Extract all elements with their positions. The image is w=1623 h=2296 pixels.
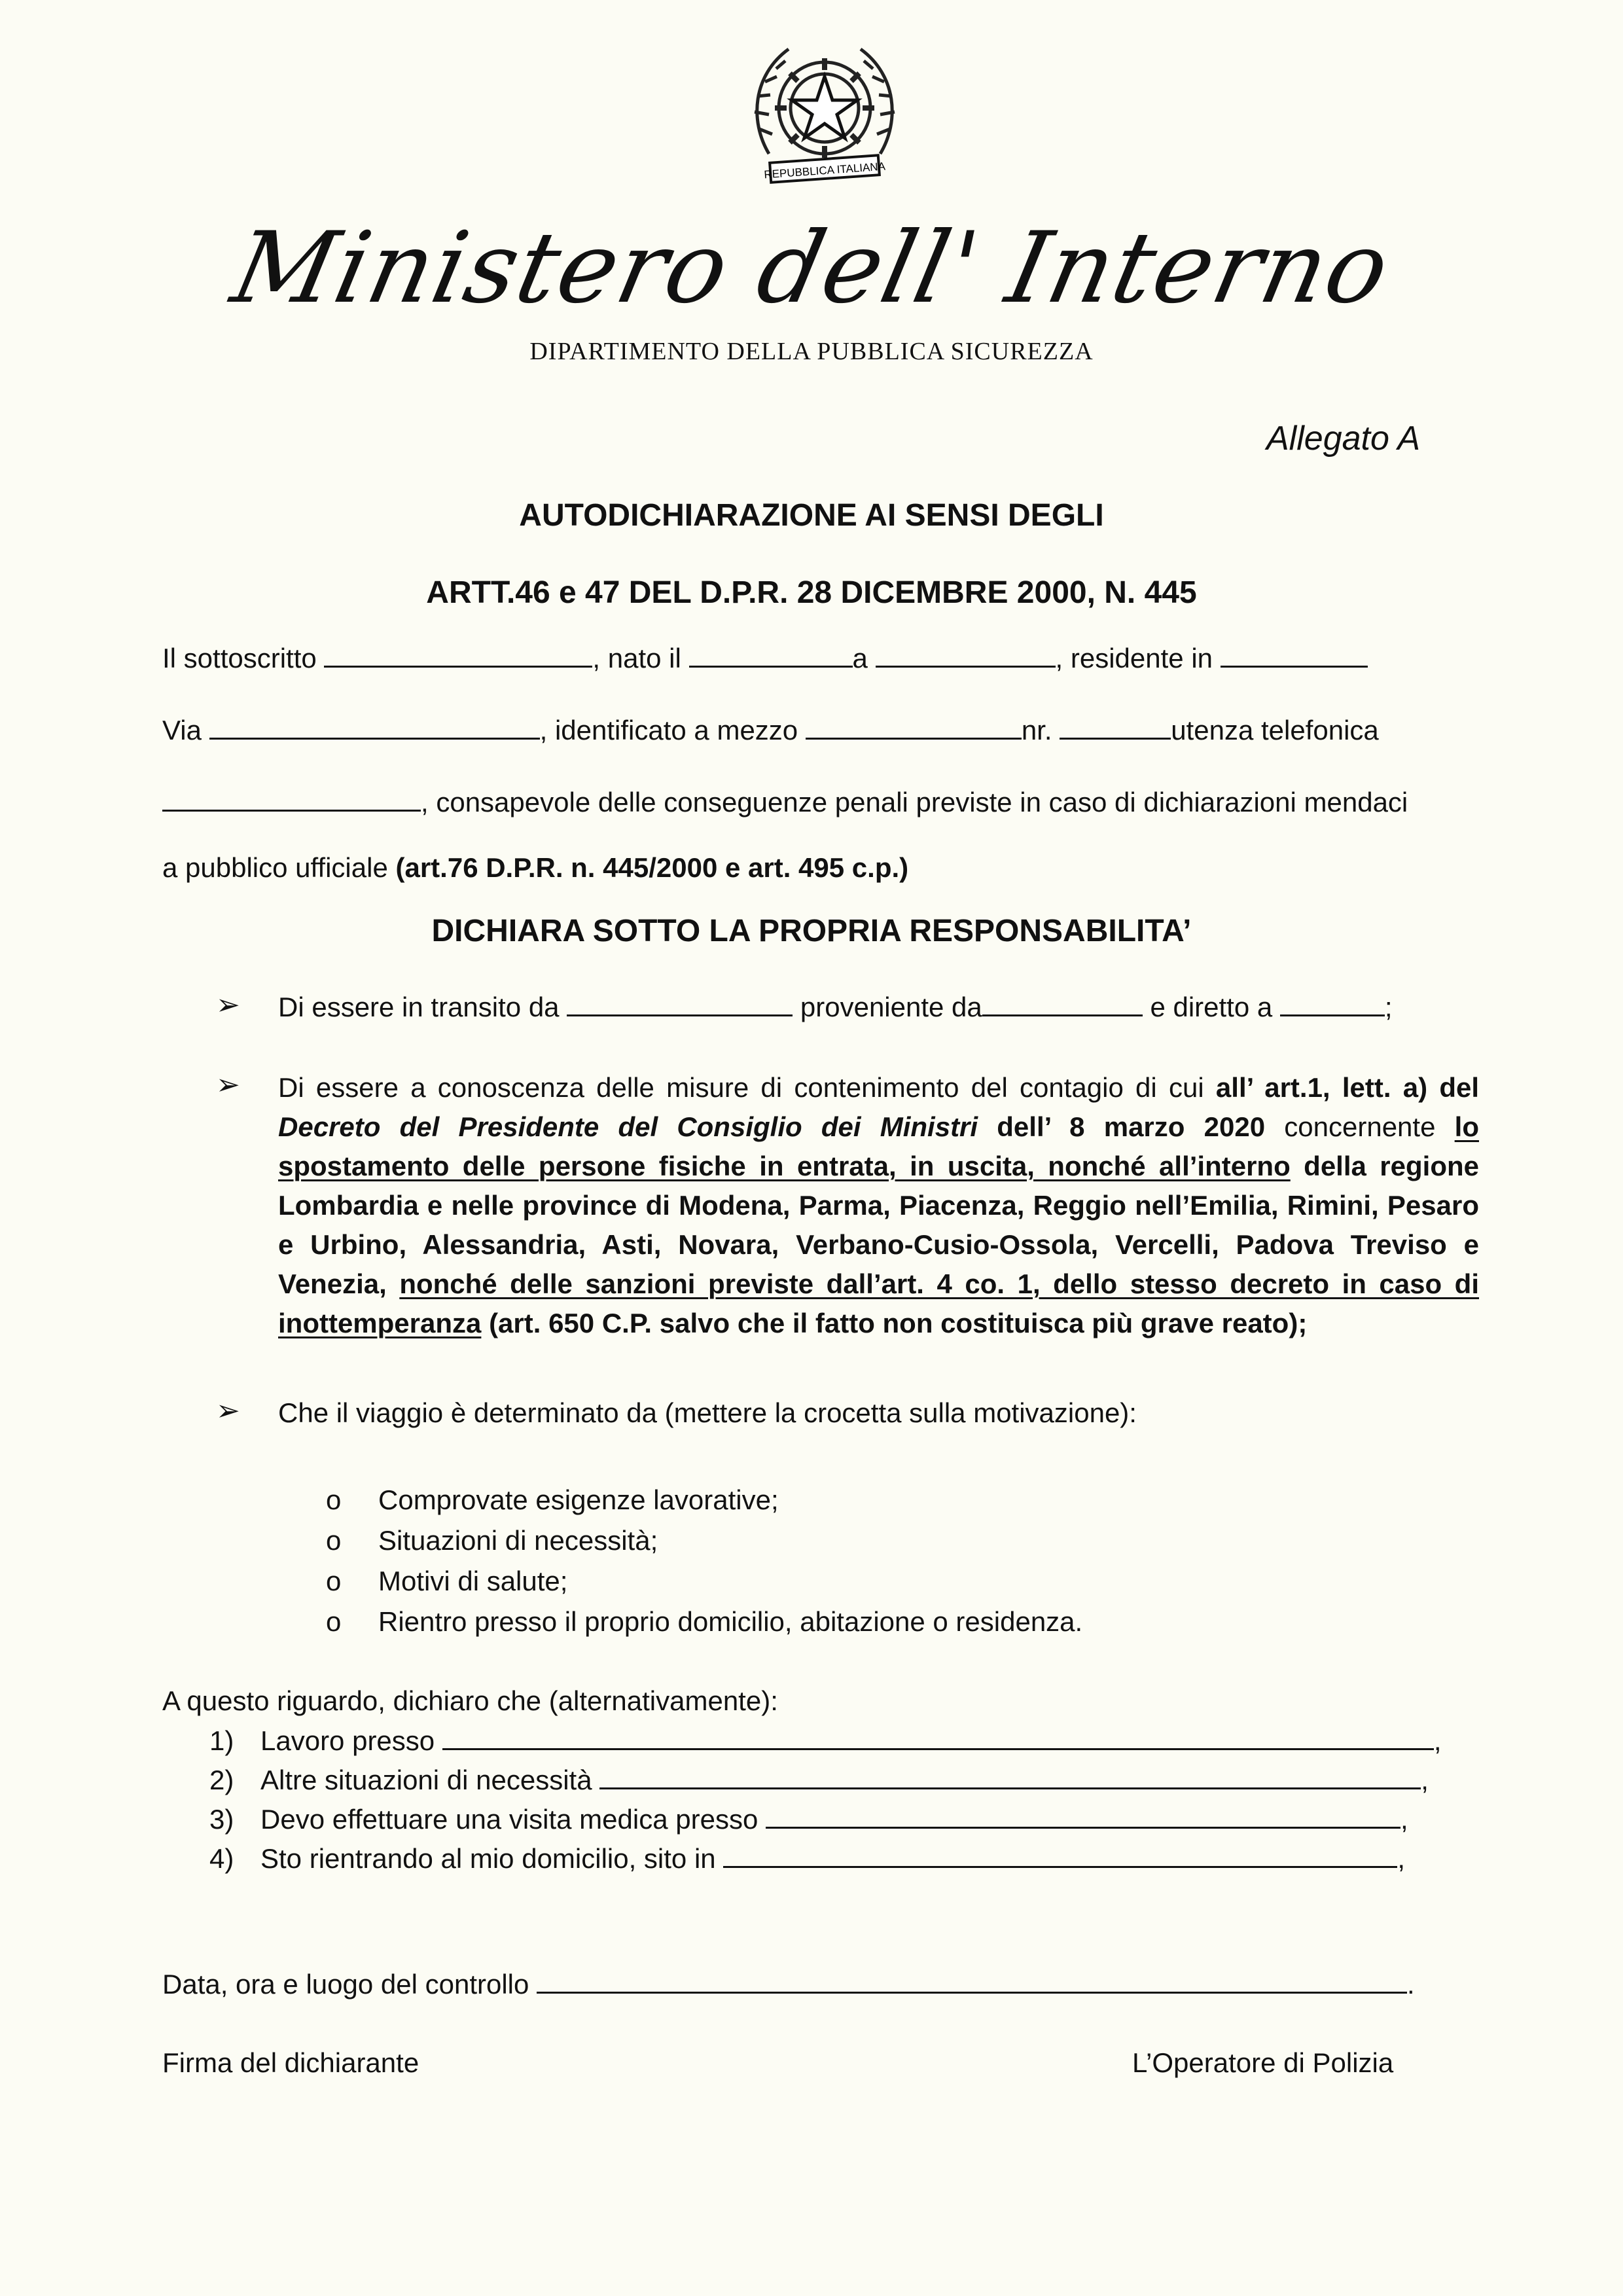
item-number: 2): [209, 1765, 234, 1795]
necessity-field[interactable]: [599, 1765, 1421, 1789]
item-number: 1): [209, 1725, 234, 1756]
residence-field[interactable]: [1221, 643, 1368, 668]
intro-line-2: Via , identificato a mezzo nr. utenza telefonica: [162, 715, 1379, 745]
arrow-bullet-icon: ➢: [216, 1069, 240, 1101]
regard-item: Devo effettuare una visita medica presso ,: [260, 1804, 1408, 1835]
medical-visit-field[interactable]: [766, 1804, 1400, 1829]
knowledge-paragraph: Di essere a conoscenza delle misure di contenimento del contagio di cui all’ art.1, lett. a) del Decreto del Presidente del Consiglio dei Ministri dell’ 8 marzo 2020 concernente lo spostamento delle persone fisiche in entrata, in uscita, nonché all’interno della regione Lombardia e nelle province di Modena, Parma, Piacenza, Reggio nell’Emilia, Rimini, Pesaro e Urbino, Alessandria, Asti, Novara, Verbano-Cusio-Ossola, Vercelli, Padova Treviso e Venezia, nonché delle sanzioni previste dall’art. 4 co. 1, dello stesso decreto in caso di inottemperanza (art. 650 C.P. salvo che il fatto non costituisca più grave reato);: [278, 1072, 1480, 1338]
transit-from-field[interactable]: [567, 992, 793, 1016]
checkbox-circle[interactable]: o: [326, 1566, 342, 1596]
origin-field[interactable]: [982, 992, 1143, 1016]
form-title-line-1: AUTODICHIARAZIONE AI SENSI DEGLI: [519, 498, 1104, 533]
birth-date-field[interactable]: [689, 643, 853, 668]
declarant-signature-label: Firma del dichiarante: [162, 2047, 419, 2078]
phone-field[interactable]: [162, 787, 421, 812]
reason-option: Comprovate esigenze lavorative;: [378, 1484, 779, 1515]
regard-intro: A questo riguardo, dichiaro che (alternativamente):: [162, 1685, 778, 1716]
workplace-field[interactable]: [442, 1726, 1434, 1750]
control-date-line: Data, ora e luogo del controllo .: [162, 1969, 1415, 2000]
regard-item: Sto rientrando al mio domicilio, sito in ,: [260, 1843, 1405, 1874]
checkbox-circle[interactable]: o: [326, 1606, 342, 1637]
checkbox-circle[interactable]: o: [326, 1525, 342, 1556]
regard-item: Altre situazioni di necessità ,: [260, 1765, 1429, 1795]
arrow-bullet-icon: ➢: [216, 989, 240, 1021]
domicile-field[interactable]: [723, 1844, 1397, 1868]
control-date-field[interactable]: [537, 1969, 1407, 1994]
declaration-heading: DICHIARA SOTTO LA PROPRIA RESPONSABILITA’: [431, 914, 1192, 948]
id-document-field[interactable]: [806, 715, 1022, 740]
item-number: 4): [209, 1843, 234, 1874]
street-field[interactable]: [209, 715, 540, 740]
id-number-field[interactable]: [1060, 715, 1171, 740]
item-number: 3): [209, 1804, 234, 1835]
travel-reason-line: Che il viaggio è determinato da (mettere la crocetta sulla motivazione):: [278, 1397, 1137, 1428]
emblem-ribbon-text: REPUBBLICA ITALIANA: [763, 160, 886, 181]
checkbox-circle[interactable]: o: [326, 1484, 342, 1515]
regard-item: Lavoro presso ,: [260, 1725, 1442, 1756]
intro-line-4: a pubblico ufficiale (art.76 D.P.R. n. 445/2000 e art. 495 c.p.): [162, 852, 909, 883]
attachment-label: Allegato A: [1266, 420, 1421, 457]
name-field[interactable]: [324, 643, 592, 668]
department-title: DIPARTIMENTO DELLA PUBBLICA SICUREZZA: [529, 338, 1094, 365]
reason-option: Rientro presso il proprio domicilio, abitazione o residenza.: [378, 1606, 1083, 1637]
form-title-line-2: ARTT.46 e 47 DEL D.P.R. 28 DICEMBRE 2000, N. 445: [426, 575, 1197, 610]
intro-line-1: Il sottoscritto , nato il a , residente in: [162, 643, 1368, 674]
italian-republic-emblem: [743, 29, 906, 193]
destination-field[interactable]: [1280, 992, 1385, 1016]
arrow-bullet-icon: ➢: [216, 1395, 240, 1427]
birth-place-field[interactable]: [876, 643, 1056, 668]
ministry-title: Ministero dell' Interno: [223, 211, 1400, 325]
police-officer-label: L’Operatore di Polizia: [1132, 2047, 1394, 2078]
intro-line-3: , consapevole delle conseguenze penali previste in caso di dichiarazioni mendaci: [162, 787, 1408, 818]
reason-option: Situazioni di necessità;: [378, 1525, 658, 1556]
transit-line: Di essere in transito da proveniente da e diretto a ;: [278, 992, 1393, 1022]
reason-option: Motivi di salute;: [378, 1566, 568, 1596]
